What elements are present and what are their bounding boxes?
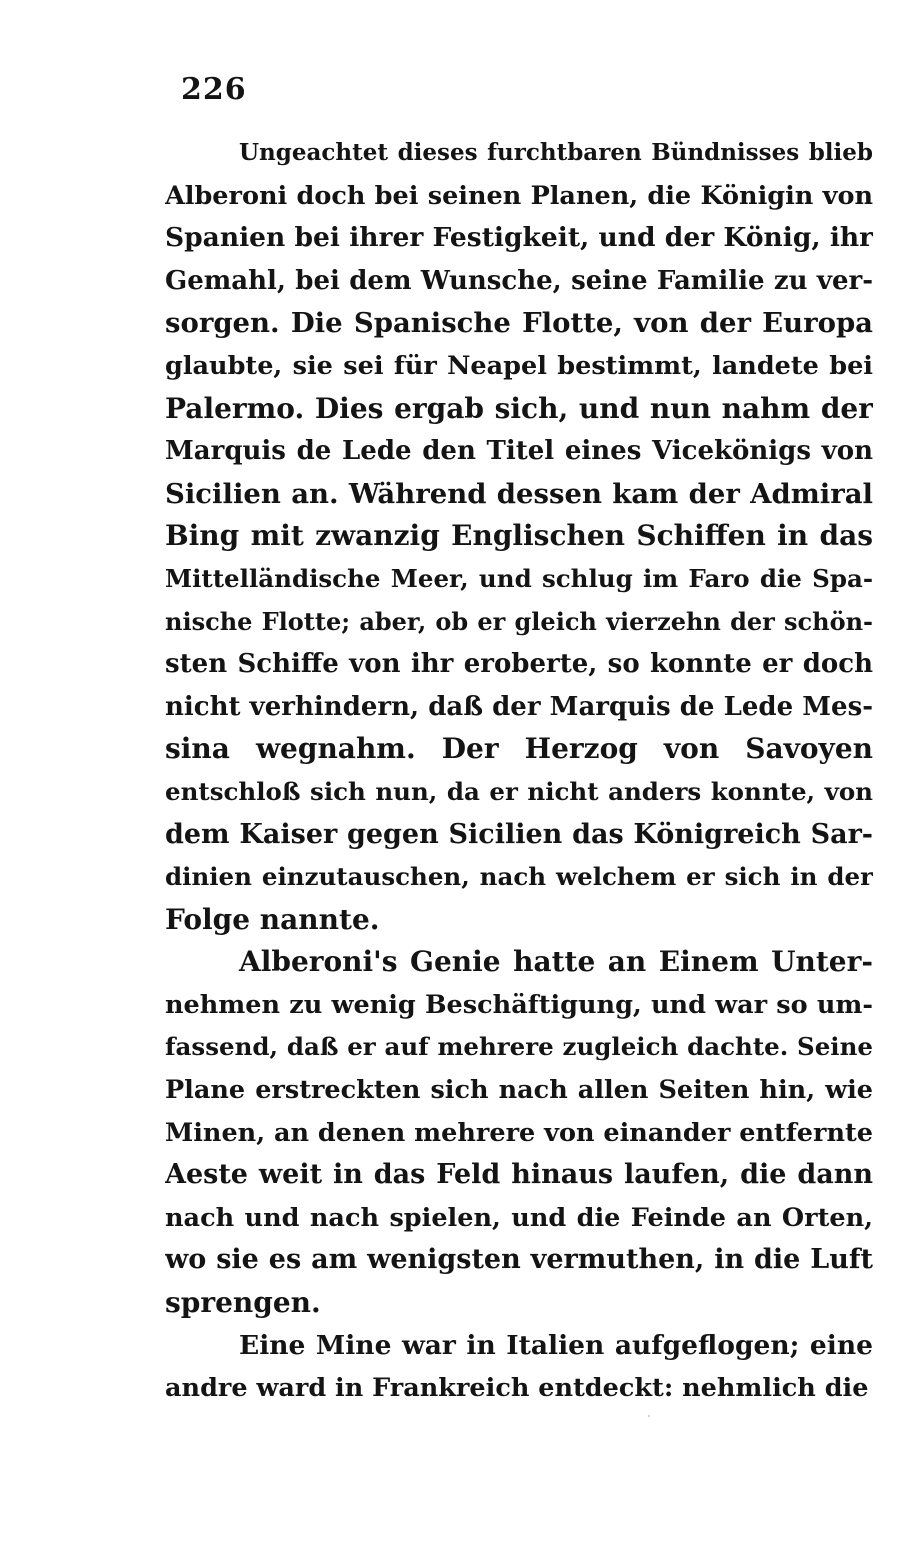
paragraph: [165, 941, 873, 1324]
text-line: Spanien bei ihrer Festigkeit, und der König, ihr: [165, 222, 873, 254]
text-line: dem Kaiser gegen Sicilien das Königreich Sar-: [165, 818, 873, 850]
text-line: fassend, daß er auf mehrere zugleich dachte. Seine: [165, 1032, 873, 1062]
text-line: Minen, an denen mehrere von einander entfernte: [165, 1117, 873, 1148]
text-line: Sicilien an. Während dessen kam der Admiral: [165, 477, 873, 510]
body-text: [165, 132, 873, 1410]
text-line: dinien einzutauschen, nach welchem er sich in der: [165, 862, 873, 892]
text-line: nach und nach spielen, und die Feinde an Orten,: [165, 1202, 873, 1233]
text-line: sten Schiffe von ihr eroberte, so konnte er doch: [165, 649, 873, 680]
text-line: entschloß sich nun, da er nicht anders konnte, von: [165, 776, 873, 806]
text-line: nehmen zu wenig Beschäftigung, und war so um-: [165, 989, 873, 1020]
text-line: Aeste weit in das Feld hinaus laufen, die dann: [165, 1159, 873, 1191]
text-line: Ungeachtet dieses furchtbaren Bündnisses blieb: [239, 139, 873, 166]
paragraph: [165, 1325, 873, 1410]
text-line: glaubte, sie sei für Neapel bestimmt, landete bei: [165, 350, 873, 381]
text-line: sprengen.: [165, 1286, 321, 1320]
text-line: wo sie es am wenigsten vermuthen, in die Luft: [165, 1244, 873, 1276]
text-line: Gemahl, bei dem Wunsche, seine Familie zu ver-: [165, 265, 873, 296]
text-line: Eine Mine war in Italien aufgeflogen; eine: [239, 1329, 873, 1361]
page-number: 226: [181, 72, 247, 107]
text-line: sina wegnahm. Der Herzog von Savoyen: [165, 732, 873, 766]
text-line: andre ward in Frankreich entdeckt: nehmlich die: [165, 1373, 869, 1404]
text-line: Palermo. Dies ergab sich, und nun nahm der: [165, 391, 873, 425]
text-line: nicht verhindern, daß der Marquis de Lede Mes-: [165, 691, 873, 722]
paragraph: [165, 132, 873, 941]
text-line: sorgen. Die Spanische Flotte, von der Europa: [165, 307, 873, 340]
text-line: nische Flotte; aber, ob er gleich vierzehn der schön-: [165, 606, 873, 636]
text-line: Alberoni's Genie hatte an Einem Unter-: [239, 945, 873, 979]
paper-speck: [648, 1415, 650, 1417]
text-line: Folge nannte.: [165, 902, 380, 936]
text-line: Mittelländische Meer, und schlug im Faro die Spa-: [165, 563, 873, 593]
text-line: Marquis de Lede den Titel eines Vicekönigs von: [165, 436, 873, 467]
text-line: Bing mit zwanzig Englischen Schiffen in das: [165, 519, 873, 553]
text-line: Alberoni doch bei seinen Planen, die Königin von: [165, 180, 873, 211]
text-line: Plane erstreckten sich nach allen Seiten hin, wie: [165, 1075, 873, 1106]
